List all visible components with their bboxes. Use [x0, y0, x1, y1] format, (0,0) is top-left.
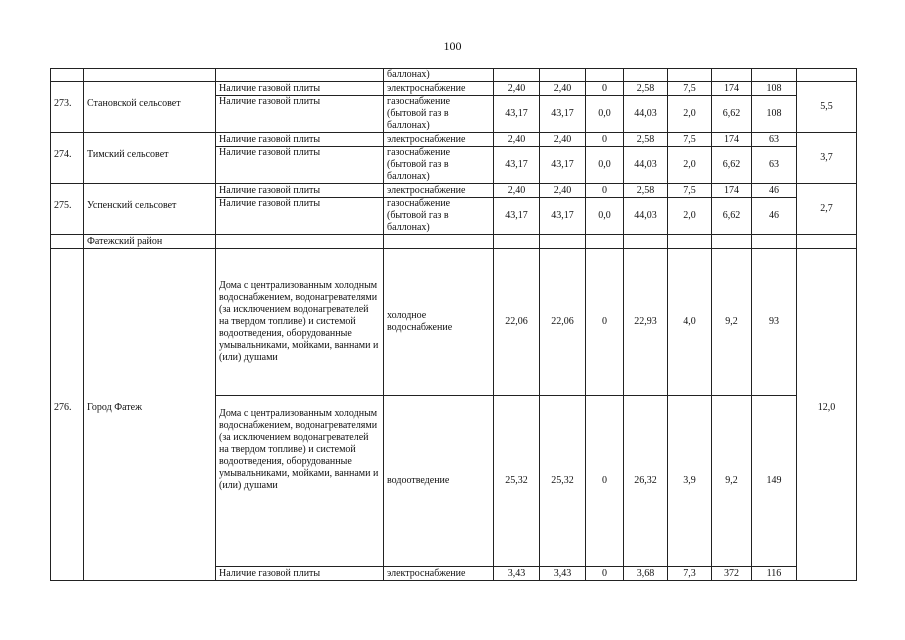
value-cell: 0,0	[586, 96, 624, 133]
value-cell: 0	[586, 133, 624, 147]
value-cell: 22,06	[540, 249, 586, 396]
value-cell: 3,68	[624, 567, 668, 581]
value-cell: 2,40	[494, 184, 540, 198]
settlement-name: Город Фатеж	[84, 249, 216, 581]
value-cell: 43,17	[540, 147, 586, 184]
table-row	[51, 69, 857, 82]
table-row	[51, 133, 857, 147]
service-cell: водоотведение	[384, 396, 494, 567]
value-cell: 3,9	[668, 396, 712, 567]
value-cell: 3,43	[540, 567, 586, 581]
norm-cell: 5,5	[797, 82, 857, 133]
value-cell: 44,03	[624, 147, 668, 184]
value-cell: 2,40	[494, 133, 540, 147]
value-cell: 174	[712, 82, 752, 96]
service-cell: электроснабжение	[384, 133, 494, 147]
table-row	[51, 82, 857, 96]
value-cell: 93	[752, 249, 797, 396]
value-cell: 7,5	[668, 82, 712, 96]
value-cell: 44,03	[624, 96, 668, 133]
value-cell: 2,40	[540, 133, 586, 147]
service-cell: газоснабжение (бытовой газ в баллонах)	[384, 147, 494, 184]
row-number: 273.	[51, 82, 84, 133]
value-cell: 63	[752, 133, 797, 147]
service-cell: электроснабжение	[384, 567, 494, 581]
value-cell: 2,40	[494, 82, 540, 96]
value-cell: 25,32	[494, 396, 540, 567]
table-row	[51, 249, 857, 396]
row-number: 275.	[51, 184, 84, 235]
value-cell: 0	[586, 184, 624, 198]
page-number: 100	[443, 39, 462, 53]
row-number: 276.	[51, 249, 84, 581]
row-number: 274.	[51, 133, 84, 184]
norm-cell: 12,0	[797, 249, 857, 581]
district-name: Фатежский район	[84, 235, 216, 249]
item-cell: Наличие газовой плиты	[216, 96, 384, 133]
value-cell: 43,17	[494, 147, 540, 184]
value-cell: 43,17	[494, 198, 540, 235]
value-cell: 2,0	[668, 96, 712, 133]
district-row	[51, 235, 857, 249]
value-cell: 22,06	[494, 249, 540, 396]
value-cell: 2,40	[540, 82, 586, 96]
value-cell: 7,5	[668, 133, 712, 147]
value-cell: 2,40	[540, 184, 586, 198]
service-cell: холодное водоснабжение	[384, 249, 494, 396]
value-cell: 26,32	[624, 396, 668, 567]
value-cell: 2,58	[624, 184, 668, 198]
item-cell: Наличие газовой плиты	[216, 133, 384, 147]
value-cell: 0	[586, 567, 624, 581]
item-cell: Наличие газовой плиты	[216, 147, 384, 184]
value-cell: 43,17	[540, 96, 586, 133]
value-cell: 116	[752, 567, 797, 581]
item-cell: Наличие газовой плиты	[216, 567, 384, 581]
value-cell: 9,2	[712, 249, 752, 396]
table-row	[51, 184, 857, 198]
value-cell: 0	[586, 82, 624, 96]
value-cell: 22,93	[624, 249, 668, 396]
service-cell: электроснабжение	[384, 82, 494, 96]
value-cell: 2,58	[624, 82, 668, 96]
value-cell: 43,17	[494, 96, 540, 133]
value-cell: 174	[712, 133, 752, 147]
settlement-name: Тимский сельсовет	[84, 133, 216, 184]
value-cell: 2,0	[668, 147, 712, 184]
value-cell: 44,03	[624, 198, 668, 235]
value-cell: 7,3	[668, 567, 712, 581]
value-cell: 4,0	[668, 249, 712, 396]
value-cell: 108	[752, 82, 797, 96]
item-cell: Дома с централизованным холодным водоснабжением, водонагревателями (за исключением водонагревателей на твердом топливе) и системой водоотведения, оборудованные умывальниками, мойками, ваннами и (или) душами	[216, 249, 384, 396]
value-cell: 6,62	[712, 96, 752, 133]
item-cell: Наличие газовой плиты	[216, 82, 384, 96]
value-cell: 0	[586, 396, 624, 567]
settlement-name: Успенский сельсовет	[84, 184, 216, 235]
tariff-table	[50, 68, 857, 581]
value-cell: 174	[712, 184, 752, 198]
service-cell: электроснабжение	[384, 184, 494, 198]
value-cell: 2,58	[624, 133, 668, 147]
value-cell: 108	[752, 96, 797, 133]
value-cell: 3,43	[494, 567, 540, 581]
value-cell: 7,5	[668, 184, 712, 198]
value-cell: 149	[752, 396, 797, 567]
value-cell: 25,32	[540, 396, 586, 567]
value-cell: 46	[752, 198, 797, 235]
value-cell: 6,62	[712, 147, 752, 184]
value-cell: 43,17	[540, 198, 586, 235]
value-cell: 2,0	[668, 198, 712, 235]
service-cell: газоснабжение (бытовой газ в баллонах)	[384, 198, 494, 235]
norm-cell: 3,7	[797, 133, 857, 184]
item-cell: Наличие газовой плиты	[216, 184, 384, 198]
service-cell: баллонах)	[384, 69, 494, 82]
value-cell: 0	[586, 249, 624, 396]
item-cell: Дома с централизованным холодным водоснабжением, водонагревателями (за исключением водонагревателей на твердом топливе) и системой водоотведения, оборудованные умывальниками, мойками, ваннами и (или) душами	[216, 396, 384, 567]
item-cell: Наличие газовой плиты	[216, 198, 384, 235]
value-cell: 372	[712, 567, 752, 581]
value-cell: 46	[752, 184, 797, 198]
value-cell: 63	[752, 147, 797, 184]
service-cell: газоснабжение (бытовой газ в баллонах)	[384, 96, 494, 133]
settlement-name: Становской сельсовет	[84, 82, 216, 133]
value-cell: 0,0	[586, 147, 624, 184]
norm-cell: 2,7	[797, 184, 857, 235]
value-cell: 9,2	[712, 396, 752, 567]
value-cell: 6,62	[712, 198, 752, 235]
value-cell: 0,0	[586, 198, 624, 235]
